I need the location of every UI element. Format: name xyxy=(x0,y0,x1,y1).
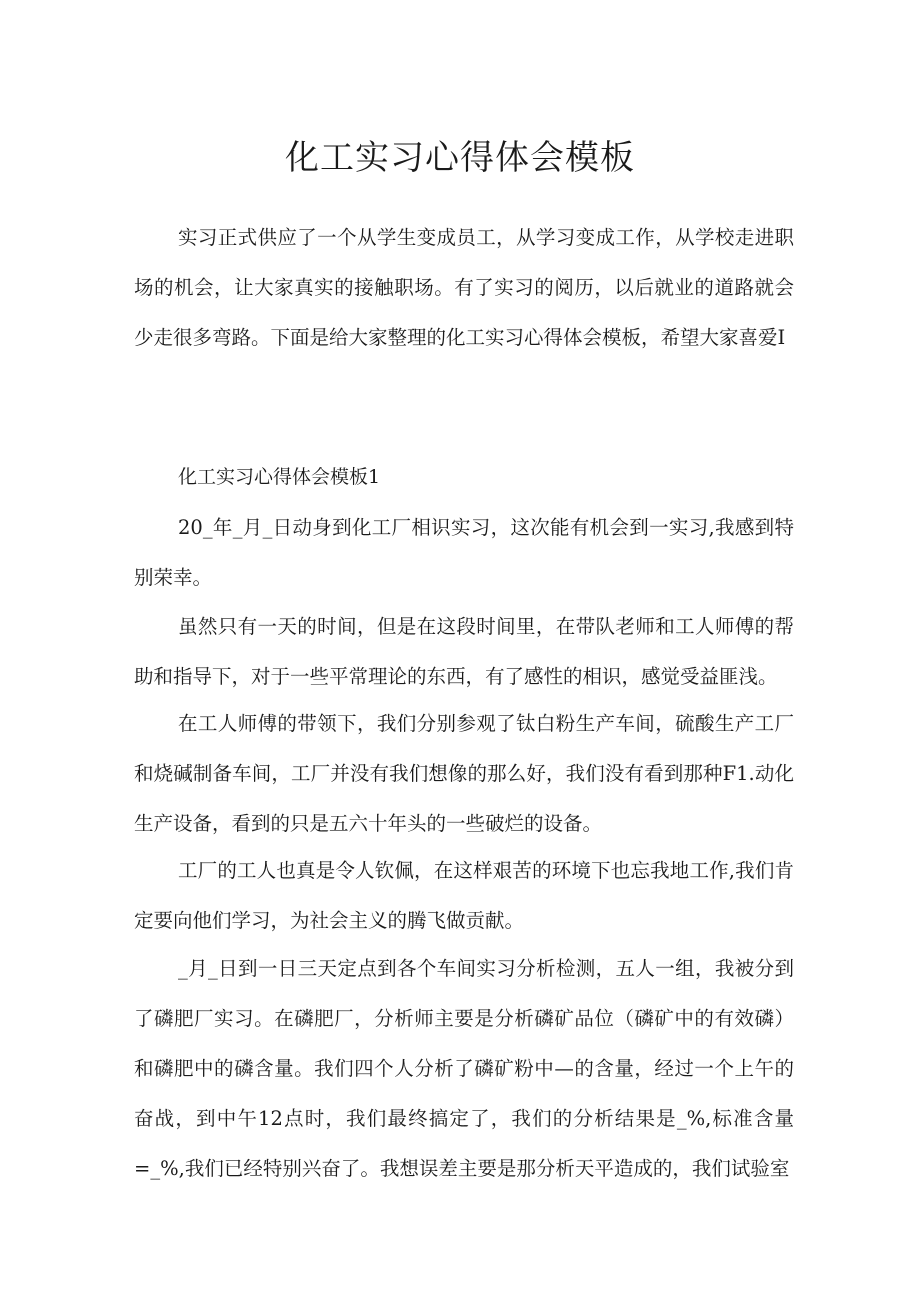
body-paragraph-4: 工厂的工人也真是令人钦佩，在这样艰苦的环境下也忘我地工作,我们肯定要向他们学习，为社会主义的腾飞做贡献。 xyxy=(134,859,794,932)
intro-paragraph: 实习正式供应了一个从学生变成员工，从学习变成工作，从学校走进职场的机会，让大家真实的接触职场。有了实习的阅历，以后就业的道路就会少走很多弯路。下面是给大家整理的化工实习心得体会模板，希望大家喜爱I xyxy=(134,226,794,349)
body-paragraph-5: _月_日到一日三天定点到各个车间实习分析检测，五人一组，我被分到了磷肥厂实习。在磷肥厂，分析师主要是分析磷矿品位（磷矿中的有效磷）和磷肥中的磷含量。我们四个人分析了磷矿粉中—的含量，经过一个上午的奋战，到中午12点时，我们最终搞定了，我们的分析结果是_%,标准含量=_%,我们已经特别兴奋了。我想误差主要是那分析天平造成的，我们试验室 xyxy=(134,957,794,1180)
body-paragraph-2: 虽然只有一天的时间，但是在这段时间里，在带队老师和工人师傅的帮助和指导下，对于一些平常理论的东西，有了感性的相识，感觉受益匪浅。 xyxy=(134,615,794,688)
body-paragraph-3: 在工人师傅的带领下，我们分别参观了钛白粉生产车间，硫酸生产工厂和烧碱制备车间，工厂并没有我们想像的那么好，我们没有看到那种F1.动化生产设备，看到的只是五六十年头的一些破烂的设备。 xyxy=(134,712,794,835)
body-paragraph-1: 20_年_月_日动身到化工厂相识实习，这次能有机会到一实习,我感到特别荣幸。 xyxy=(134,516,794,589)
section-heading: 化工实习心得体会模板1 xyxy=(178,466,381,488)
document-title: 化工实习心得体会模板 xyxy=(285,138,635,178)
